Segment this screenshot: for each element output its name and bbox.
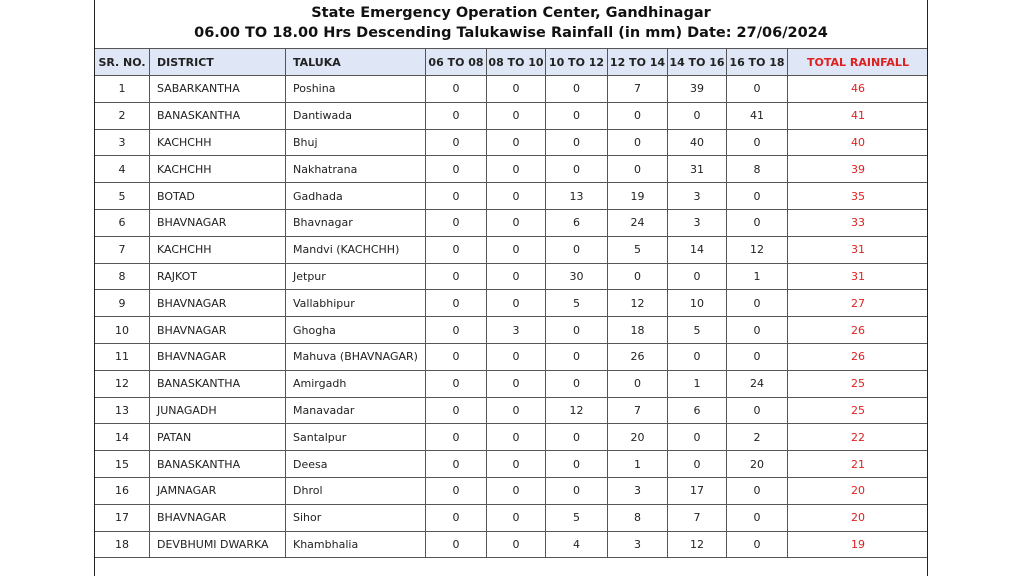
cell-08-to-10: 0 [487,397,546,424]
cell-12-to-14: 7 [608,397,668,424]
cell-taluka: Manavadar [286,397,426,424]
cell-sr-no: 14 [95,424,150,451]
cell-16-to-18: 0 [727,531,788,558]
cell-district: BOTAD [150,183,286,210]
cell-total-rainfall: 21 [788,451,929,478]
cell-district: BHAVNAGAR [150,290,286,317]
cell-taluka: Mahuva (BHAVNAGAR) [286,343,426,370]
table-row [95,397,929,424]
cell-08-to-10: 0 [487,531,546,558]
cell-16-to-18: 24 [727,370,788,397]
cell-16-to-18: 0 [727,477,788,504]
cell-total-rainfall: 35 [788,183,929,210]
cell-district: BANASKANTHA [150,102,286,129]
cell-total-rainfall: 25 [788,370,929,397]
rainfall-table [94,48,928,558]
cell-16-to-18: 0 [727,343,788,370]
cell-06-to-08: 0 [426,156,487,183]
table-row [95,183,929,210]
cell-14-to-16: 31 [668,156,727,183]
cell-06-to-08: 0 [426,451,487,478]
cell-08-to-10: 0 [487,183,546,210]
cell-10-to-12: 0 [546,477,608,504]
cell-06-to-08: 0 [426,102,487,129]
cell-sr-no: 2 [95,102,150,129]
cell-sr-no: 1 [95,76,150,103]
cell-14-to-16: 0 [668,424,727,451]
cell-total-rainfall: 27 [788,290,929,317]
cell-total-rainfall: 31 [788,236,929,263]
cell-06-to-08: 0 [426,370,487,397]
cell-08-to-10: 0 [487,370,546,397]
cell-12-to-14: 1 [608,451,668,478]
cell-14-to-16: 17 [668,477,727,504]
cell-total-rainfall: 19 [788,531,929,558]
cell-06-to-08: 0 [426,477,487,504]
cell-sr-no: 3 [95,129,150,156]
cell-district: KACHCHH [150,236,286,263]
cell-sr-no: 10 [95,317,150,344]
cell-08-to-10: 0 [487,236,546,263]
cell-08-to-10: 0 [487,209,546,236]
table-row [95,370,929,397]
cell-sr-no: 13 [95,397,150,424]
cell-06-to-08: 0 [426,129,487,156]
cell-08-to-10: 0 [487,504,546,531]
cell-sr-no: 18 [95,531,150,558]
table-row [95,76,929,103]
cell-06-to-08: 0 [426,317,487,344]
cell-10-to-12: 0 [546,317,608,344]
cell-08-to-10: 0 [487,477,546,504]
cell-district: SABARKANTHA [150,76,286,103]
cell-08-to-10: 0 [487,156,546,183]
cell-taluka: Khambhalia [286,531,426,558]
table-row [95,451,929,478]
table-row [95,317,929,344]
table-row [95,129,929,156]
cell-16-to-18: 2 [727,424,788,451]
cell-08-to-10: 0 [487,343,546,370]
cell-16-to-18: 41 [727,102,788,129]
cell-06-to-08: 0 [426,263,487,290]
cell-10-to-12: 0 [546,102,608,129]
cell-14-to-16: 3 [668,183,727,210]
cell-06-to-08: 0 [426,531,487,558]
cell-total-rainfall: 41 [788,102,929,129]
cell-sr-no: 12 [95,370,150,397]
cell-14-to-16: 14 [668,236,727,263]
cell-total-rainfall: 40 [788,129,929,156]
cell-14-to-16: 3 [668,209,727,236]
cell-taluka: Bhavnagar [286,209,426,236]
table-row [95,263,929,290]
cell-06-to-08: 0 [426,343,487,370]
cell-16-to-18: 0 [727,317,788,344]
column-header-sr-no: SR. NO. [95,49,150,76]
cell-sr-no: 6 [95,209,150,236]
cell-12-to-14: 0 [608,263,668,290]
cell-10-to-12: 5 [546,504,608,531]
cell-14-to-16: 0 [668,343,727,370]
cell-16-to-18: 0 [727,209,788,236]
table-row [95,102,929,129]
column-header-16-to-18: 16 TO 18 [727,49,788,76]
cell-08-to-10: 0 [487,102,546,129]
cell-taluka: Dhrol [286,477,426,504]
cell-16-to-18: 12 [727,236,788,263]
cell-14-to-16: 0 [668,102,727,129]
cell-08-to-10: 0 [487,76,546,103]
cell-16-to-18: 0 [727,397,788,424]
cell-10-to-12: 12 [546,397,608,424]
cell-14-to-16: 1 [668,370,727,397]
cell-12-to-14: 24 [608,209,668,236]
cell-14-to-16: 40 [668,129,727,156]
cell-12-to-14: 8 [608,504,668,531]
cell-12-to-14: 20 [608,424,668,451]
cell-12-to-14: 0 [608,370,668,397]
cell-12-to-14: 26 [608,343,668,370]
rainfall-report-sheet [94,0,928,576]
table-row [95,209,929,236]
cell-district: BANASKANTHA [150,451,286,478]
cell-taluka: Gadhada [286,183,426,210]
cell-16-to-18: 1 [727,263,788,290]
cell-taluka: Vallabhipur [286,290,426,317]
table-header-row [95,49,929,76]
cell-taluka: Poshina [286,76,426,103]
cell-sr-no: 7 [95,236,150,263]
cell-08-to-10: 3 [487,317,546,344]
cell-10-to-12: 0 [546,76,608,103]
cell-sr-no: 8 [95,263,150,290]
cell-08-to-10: 0 [487,263,546,290]
cell-taluka: Ghogha [286,317,426,344]
column-header-10-to-12: 10 TO 12 [546,49,608,76]
cell-12-to-14: 19 [608,183,668,210]
cell-14-to-16: 5 [668,317,727,344]
cell-16-to-18: 0 [727,504,788,531]
cell-taluka: Dantiwada [286,102,426,129]
table-row [95,290,929,317]
cell-14-to-16: 6 [668,397,727,424]
column-header-12-to-14: 12 TO 14 [608,49,668,76]
cell-sr-no: 17 [95,504,150,531]
cell-total-rainfall: 46 [788,76,929,103]
cell-08-to-10: 0 [487,290,546,317]
cell-total-rainfall: 26 [788,343,929,370]
cell-taluka: Mandvi (KACHCHH) [286,236,426,263]
cell-10-to-12: 0 [546,343,608,370]
cell-08-to-10: 0 [487,451,546,478]
cell-taluka: Jetpur [286,263,426,290]
column-header-08-to-10: 08 TO 10 [487,49,546,76]
cell-12-to-14: 0 [608,156,668,183]
table-row [95,343,929,370]
column-header-14-to-16: 14 TO 16 [668,49,727,76]
cell-sr-no: 5 [95,183,150,210]
table-row [95,156,929,183]
cell-total-rainfall: 39 [788,156,929,183]
cell-14-to-16: 39 [668,76,727,103]
column-header-district: DISTRICT [150,49,286,76]
cell-total-rainfall: 20 [788,504,929,531]
cell-total-rainfall: 20 [788,477,929,504]
cell-16-to-18: 8 [727,156,788,183]
cell-12-to-14: 3 [608,477,668,504]
cell-12-to-14: 18 [608,317,668,344]
cell-12-to-14: 12 [608,290,668,317]
table-row [95,504,929,531]
cell-10-to-12: 6 [546,209,608,236]
cell-10-to-12: 0 [546,370,608,397]
cell-10-to-12: 13 [546,183,608,210]
cell-total-rainfall: 33 [788,209,929,236]
cell-district: BHAVNAGAR [150,343,286,370]
cell-08-to-10: 0 [487,129,546,156]
report-title-block [95,0,927,48]
cell-12-to-14: 0 [608,129,668,156]
cell-district: PATAN [150,424,286,451]
cell-total-rainfall: 22 [788,424,929,451]
cell-sr-no: 16 [95,477,150,504]
column-header-06-to-08: 06 TO 08 [426,49,487,76]
cell-taluka: Deesa [286,451,426,478]
cell-10-to-12: 0 [546,156,608,183]
table-row [95,477,929,504]
cell-14-to-16: 12 [668,531,727,558]
cell-district: RAJKOT [150,263,286,290]
cell-district: BHAVNAGAR [150,317,286,344]
cell-06-to-08: 0 [426,209,487,236]
cell-16-to-18: 0 [727,76,788,103]
cell-16-to-18: 0 [727,183,788,210]
report-subtitle: 06.00 TO 18.00 Hrs Descending Talukawise Rainfall (in mm) Date: 27/06/2024 [194,25,828,41]
cell-10-to-12: 4 [546,531,608,558]
cell-16-to-18: 20 [727,451,788,478]
cell-06-to-08: 0 [426,424,487,451]
cell-06-to-08: 0 [426,504,487,531]
cell-total-rainfall: 31 [788,263,929,290]
cell-district: JUNAGADH [150,397,286,424]
table-row [95,236,929,263]
table-body [95,76,929,558]
cell-12-to-14: 0 [608,102,668,129]
cell-taluka: Sihor [286,504,426,531]
cell-06-to-08: 0 [426,236,487,263]
cell-16-to-18: 0 [727,129,788,156]
cell-district: DEVBHUMI DWARKA [150,531,286,558]
cell-taluka: Bhuj [286,129,426,156]
cell-10-to-12: 0 [546,236,608,263]
cell-14-to-16: 0 [668,451,727,478]
cell-06-to-08: 0 [426,76,487,103]
column-header-taluka: TALUKA [286,49,426,76]
cell-10-to-12: 0 [546,424,608,451]
cell-10-to-12: 0 [546,451,608,478]
cell-district: BHAVNAGAR [150,209,286,236]
cell-district: BANASKANTHA [150,370,286,397]
cell-total-rainfall: 26 [788,317,929,344]
cell-district: JAMNAGAR [150,477,286,504]
cell-sr-no: 15 [95,451,150,478]
table-row [95,531,929,558]
cell-sr-no: 4 [95,156,150,183]
cell-06-to-08: 0 [426,290,487,317]
cell-taluka: Santalpur [286,424,426,451]
cell-total-rainfall: 25 [788,397,929,424]
cell-12-to-14: 3 [608,531,668,558]
cell-taluka: Nakhatrana [286,156,426,183]
column-header-total-rainfall: TOTAL RAINFALL [788,49,929,76]
cell-14-to-16: 7 [668,504,727,531]
cell-district: KACHCHH [150,156,286,183]
cell-sr-no: 9 [95,290,150,317]
cell-district: BHAVNAGAR [150,504,286,531]
cell-taluka: Amirgadh [286,370,426,397]
cell-district: KACHCHH [150,129,286,156]
cell-10-to-12: 5 [546,290,608,317]
cell-14-to-16: 0 [668,263,727,290]
report-title: State Emergency Operation Center, Gandhinagar [311,5,711,21]
cell-08-to-10: 0 [487,424,546,451]
cell-10-to-12: 0 [546,129,608,156]
cell-06-to-08: 0 [426,397,487,424]
cell-06-to-08: 0 [426,183,487,210]
table-row [95,424,929,451]
cell-12-to-14: 7 [608,76,668,103]
cell-12-to-14: 5 [608,236,668,263]
cell-sr-no: 11 [95,343,150,370]
cell-10-to-12: 30 [546,263,608,290]
cell-14-to-16: 10 [668,290,727,317]
cell-16-to-18: 0 [727,290,788,317]
